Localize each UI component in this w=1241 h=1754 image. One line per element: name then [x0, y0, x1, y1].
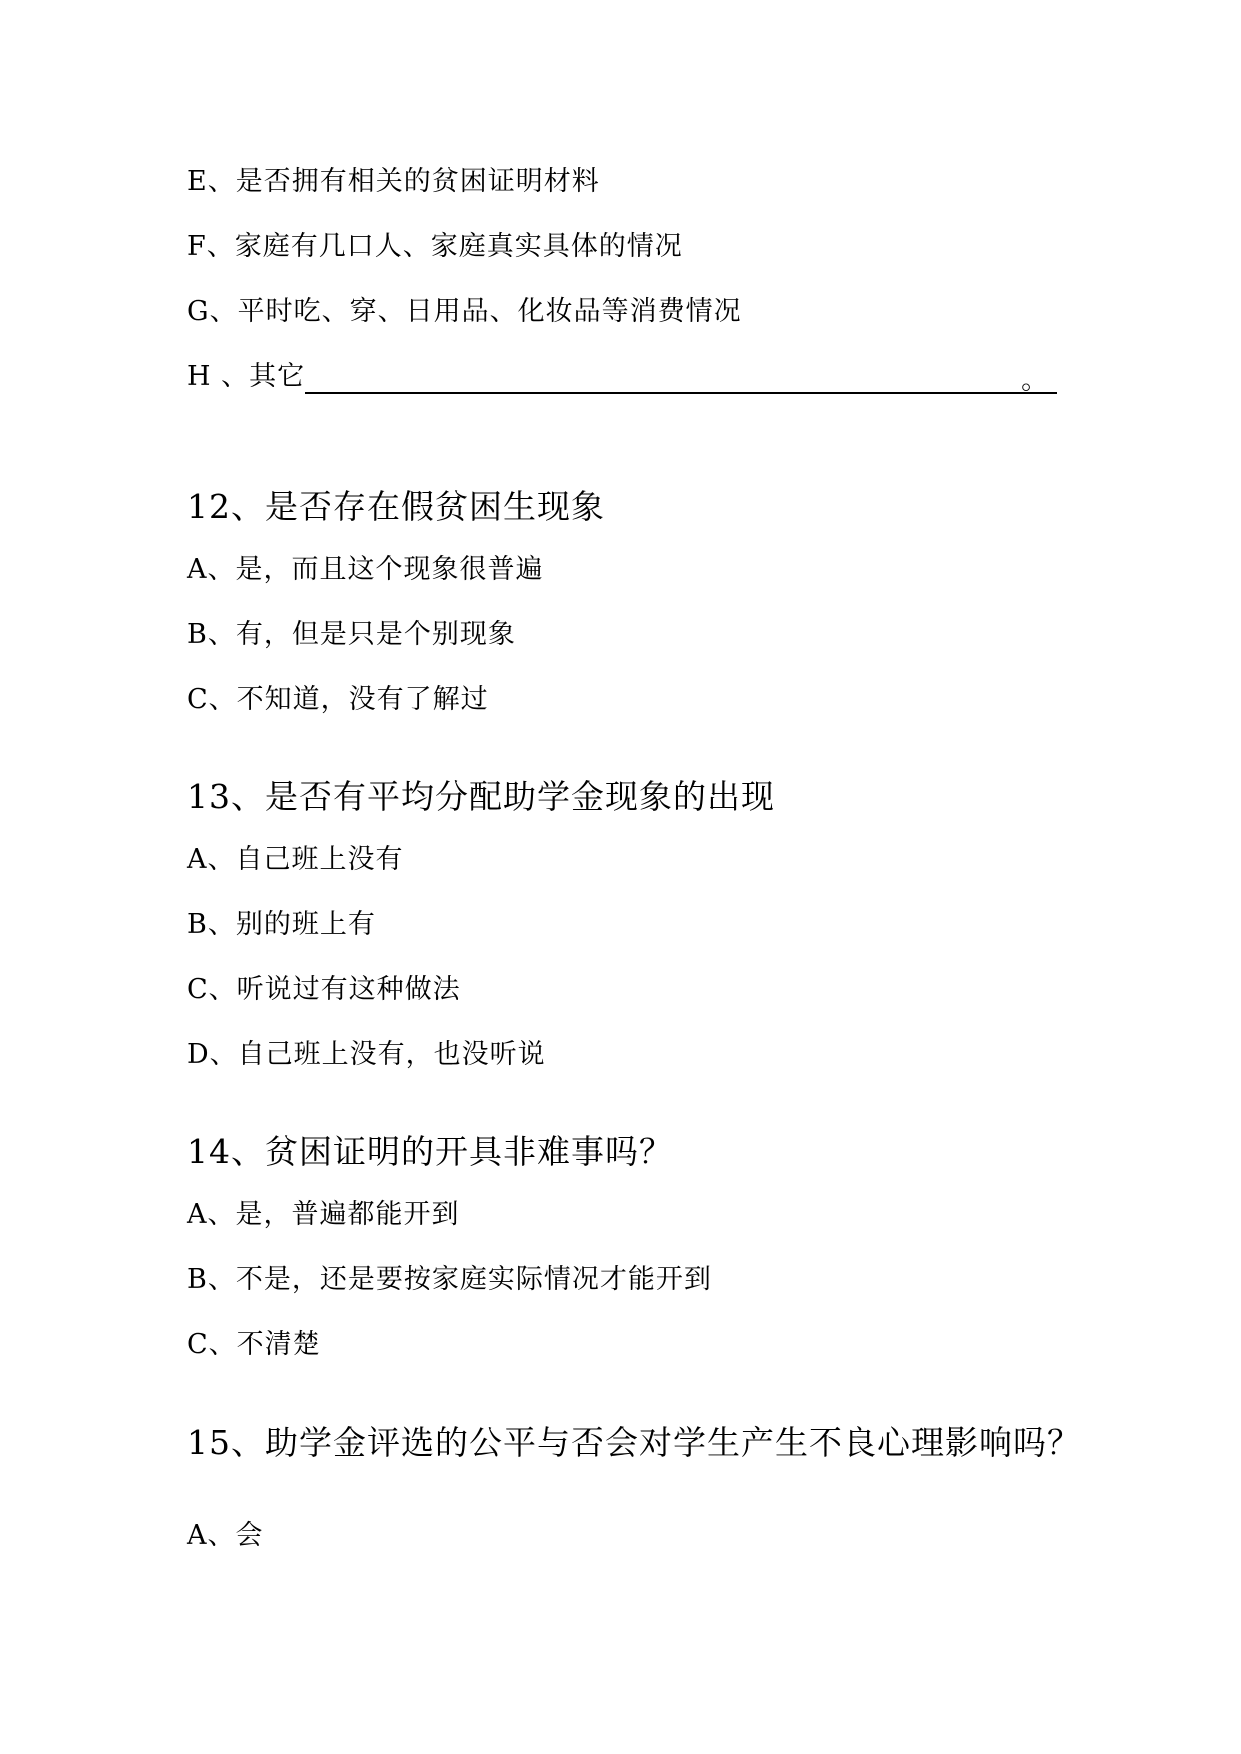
q11-option-h: [187, 360, 1057, 394]
q11-option-h-label: H 、其它: [187, 361, 306, 392]
q14-option-b: B、不是，还是要按家庭实际情况才能开到: [187, 1264, 712, 1295]
q15-title: 15、助学金评选的公平与否会对学生产生不良心理影响吗？: [187, 1423, 1081, 1462]
q11-option-g: G、平时吃、穿、日用品、化妆品等消费情况: [187, 296, 742, 327]
q13-title: 13、是否有平均分配助学金现象的出现: [187, 777, 775, 816]
q12-option-c: C、不知道，没有了解过: [187, 684, 489, 715]
q11-other-blank[interactable]: [305, 364, 1057, 394]
q12-option-a: A、是，而且这个现象很普遍: [187, 554, 544, 585]
q13-option-c: C、听说过有这种做法: [187, 974, 461, 1005]
q14-option-a: A、是，普遍都能开到: [187, 1199, 460, 1230]
q14-title: 14、贫困证明的开具非难事吗？: [187, 1132, 673, 1171]
q11-option-e: E、是否拥有相关的贫困证明材料: [187, 166, 600, 197]
q13-option-a: A、自己班上没有: [187, 844, 404, 875]
q14-option-c: C、不清楚: [187, 1329, 321, 1360]
q13-option-d: D、自己班上没有，也没听说: [187, 1039, 546, 1070]
q13-option-b: B、别的班上有: [187, 909, 376, 940]
q11-other-end: 。: [1021, 365, 1050, 396]
q12-option-b: B、有，但是只是个别现象: [187, 619, 516, 650]
q12-title: 12、是否存在假贫困生现象: [187, 487, 605, 526]
q15-option-a: A、会: [187, 1520, 264, 1551]
q11-option-f: F、家庭有几口人、家庭真实具体的情况: [187, 231, 683, 262]
